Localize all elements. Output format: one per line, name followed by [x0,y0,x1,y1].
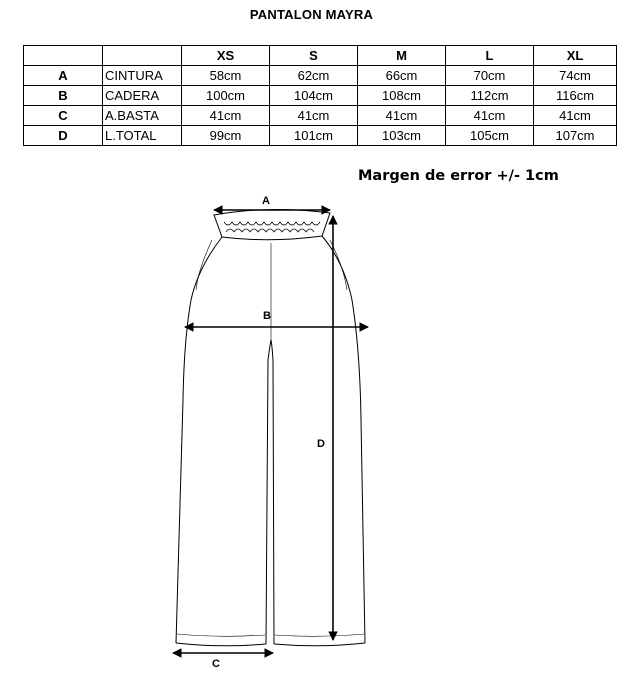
table-header-l: L [446,46,534,66]
measure-a-label: A [262,195,270,207]
margin-of-error-note: Margen de error +/- 1cm [358,168,559,184]
cell-value: 100cm [182,86,270,106]
table-header-xl: XL [534,46,617,66]
cell-value: 99cm [182,126,270,146]
table-header-s: S [270,46,358,66]
measure-b-label: B [263,310,271,322]
cell-value: 70cm [446,66,534,86]
cell-value: 41cm [182,106,270,126]
cell-value: 41cm [446,106,534,126]
row-code: C [24,106,103,126]
row-code: D [24,126,103,146]
cell-value: 108cm [358,86,446,106]
pants-outline [176,209,365,645]
cell-value: 41cm [358,106,446,126]
cell-value: 116cm [534,86,617,106]
cell-value: 41cm [270,106,358,126]
cell-value: 104cm [270,86,358,106]
row-code: B [24,86,103,106]
row-name: CINTURA [103,66,182,86]
page-title: PANTALON MAYRA [249,7,374,22]
measure-c-label: C [212,658,220,670]
cell-value: 74cm [534,66,617,86]
cell-value: 107cm [534,126,617,146]
cell-value: 62cm [270,66,358,86]
cell-value: 58cm [182,66,270,86]
table-header-m: M [358,46,446,66]
row-name: L.TOTAL [103,126,182,146]
table-header-xs: XS [182,46,270,66]
cell-value: 103cm [358,126,446,146]
row-name: A.BASTA [103,106,182,126]
measure-d-label: D [317,438,325,450]
cell-value: 105cm [446,126,534,146]
cell-value: 41cm [534,106,617,126]
row-code: A [24,66,103,86]
cell-value: 66cm [358,66,446,86]
cell-value: 101cm [270,126,358,146]
row-name: CADERA [103,86,182,106]
cell-value: 112cm [446,86,534,106]
